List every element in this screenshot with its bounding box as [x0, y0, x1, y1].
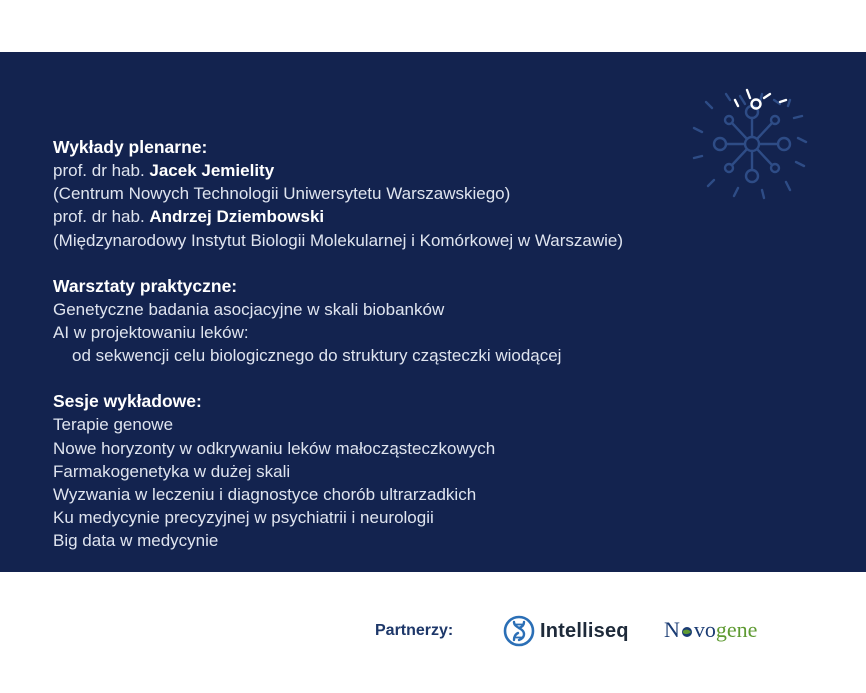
program-panel [0, 52, 866, 572]
plenary-speaker-1 [53, 159, 833, 182]
top-white-strip [0, 0, 866, 52]
novogene-logo[interactable] [664, 617, 757, 643]
list-item: Terapie genowe [53, 415, 174, 435]
sessions-section [53, 390, 833, 552]
intelliseq-name: Intelliseq [540, 619, 629, 642]
list-item: Genetyczne badania asocjacyjne w skali biobanków [53, 299, 445, 319]
novogene-globe-icon [681, 626, 693, 638]
novogene-letters-vo: vo [693, 617, 716, 642]
program-content [53, 136, 833, 572]
speaker-name: Jacek Jemielity [149, 161, 275, 180]
list-item: Nowe horyzonty w odkrywaniu leków małocząsteczkowych [53, 438, 496, 458]
plenary-heading: Wykłady plenarne: [53, 137, 208, 157]
partners-label: Partnerzy: [375, 622, 454, 639]
novogene-letter-n: N [664, 617, 680, 642]
workshops-heading: Warsztaty praktyczne: [53, 275, 238, 296]
plenary-section [53, 136, 833, 252]
sessions-heading: Sesje wykładowe: [53, 391, 202, 412]
list-item: Wyzwania w leczeniu i diagnostyce chorób ultrarzadkich [53, 485, 477, 505]
intelliseq-logo[interactable] [503, 615, 629, 647]
partners-footer [0, 572, 866, 693]
speaker-name: Andrzej Dziembowski [149, 207, 325, 227]
list-item: Ku medycynie precyzyjnej w psychiatrii i neurologii [53, 508, 434, 528]
speaker-title: prof. dr hab. [53, 207, 150, 227]
plenary-speaker-2 [53, 205, 833, 228]
list-item: Big data w medycynie [53, 531, 219, 551]
speaker-title: prof. dr hab. [53, 161, 150, 180]
list-item: AI w projektowaniu leków: [53, 323, 249, 343]
plenary-affiliation-2: (Międzynarodowy Instytut Biologii Molekularnej i Komórkowej w Warszawie) [53, 230, 624, 250]
list-item: Farmakogenetyka w dużej skali [53, 461, 291, 481]
plenary-affiliation-1: (Centrum Nowych Technologii Uniwersytetu Warszawskiego) [53, 184, 511, 204]
list-item: od sekwencji celu biologicznego do struktury cząsteczki wiodącej [72, 346, 562, 366]
workshops-section [53, 275, 833, 368]
intelliseq-dna-logo-icon [503, 615, 535, 647]
novogene-letters-gene: gene [715, 617, 758, 642]
